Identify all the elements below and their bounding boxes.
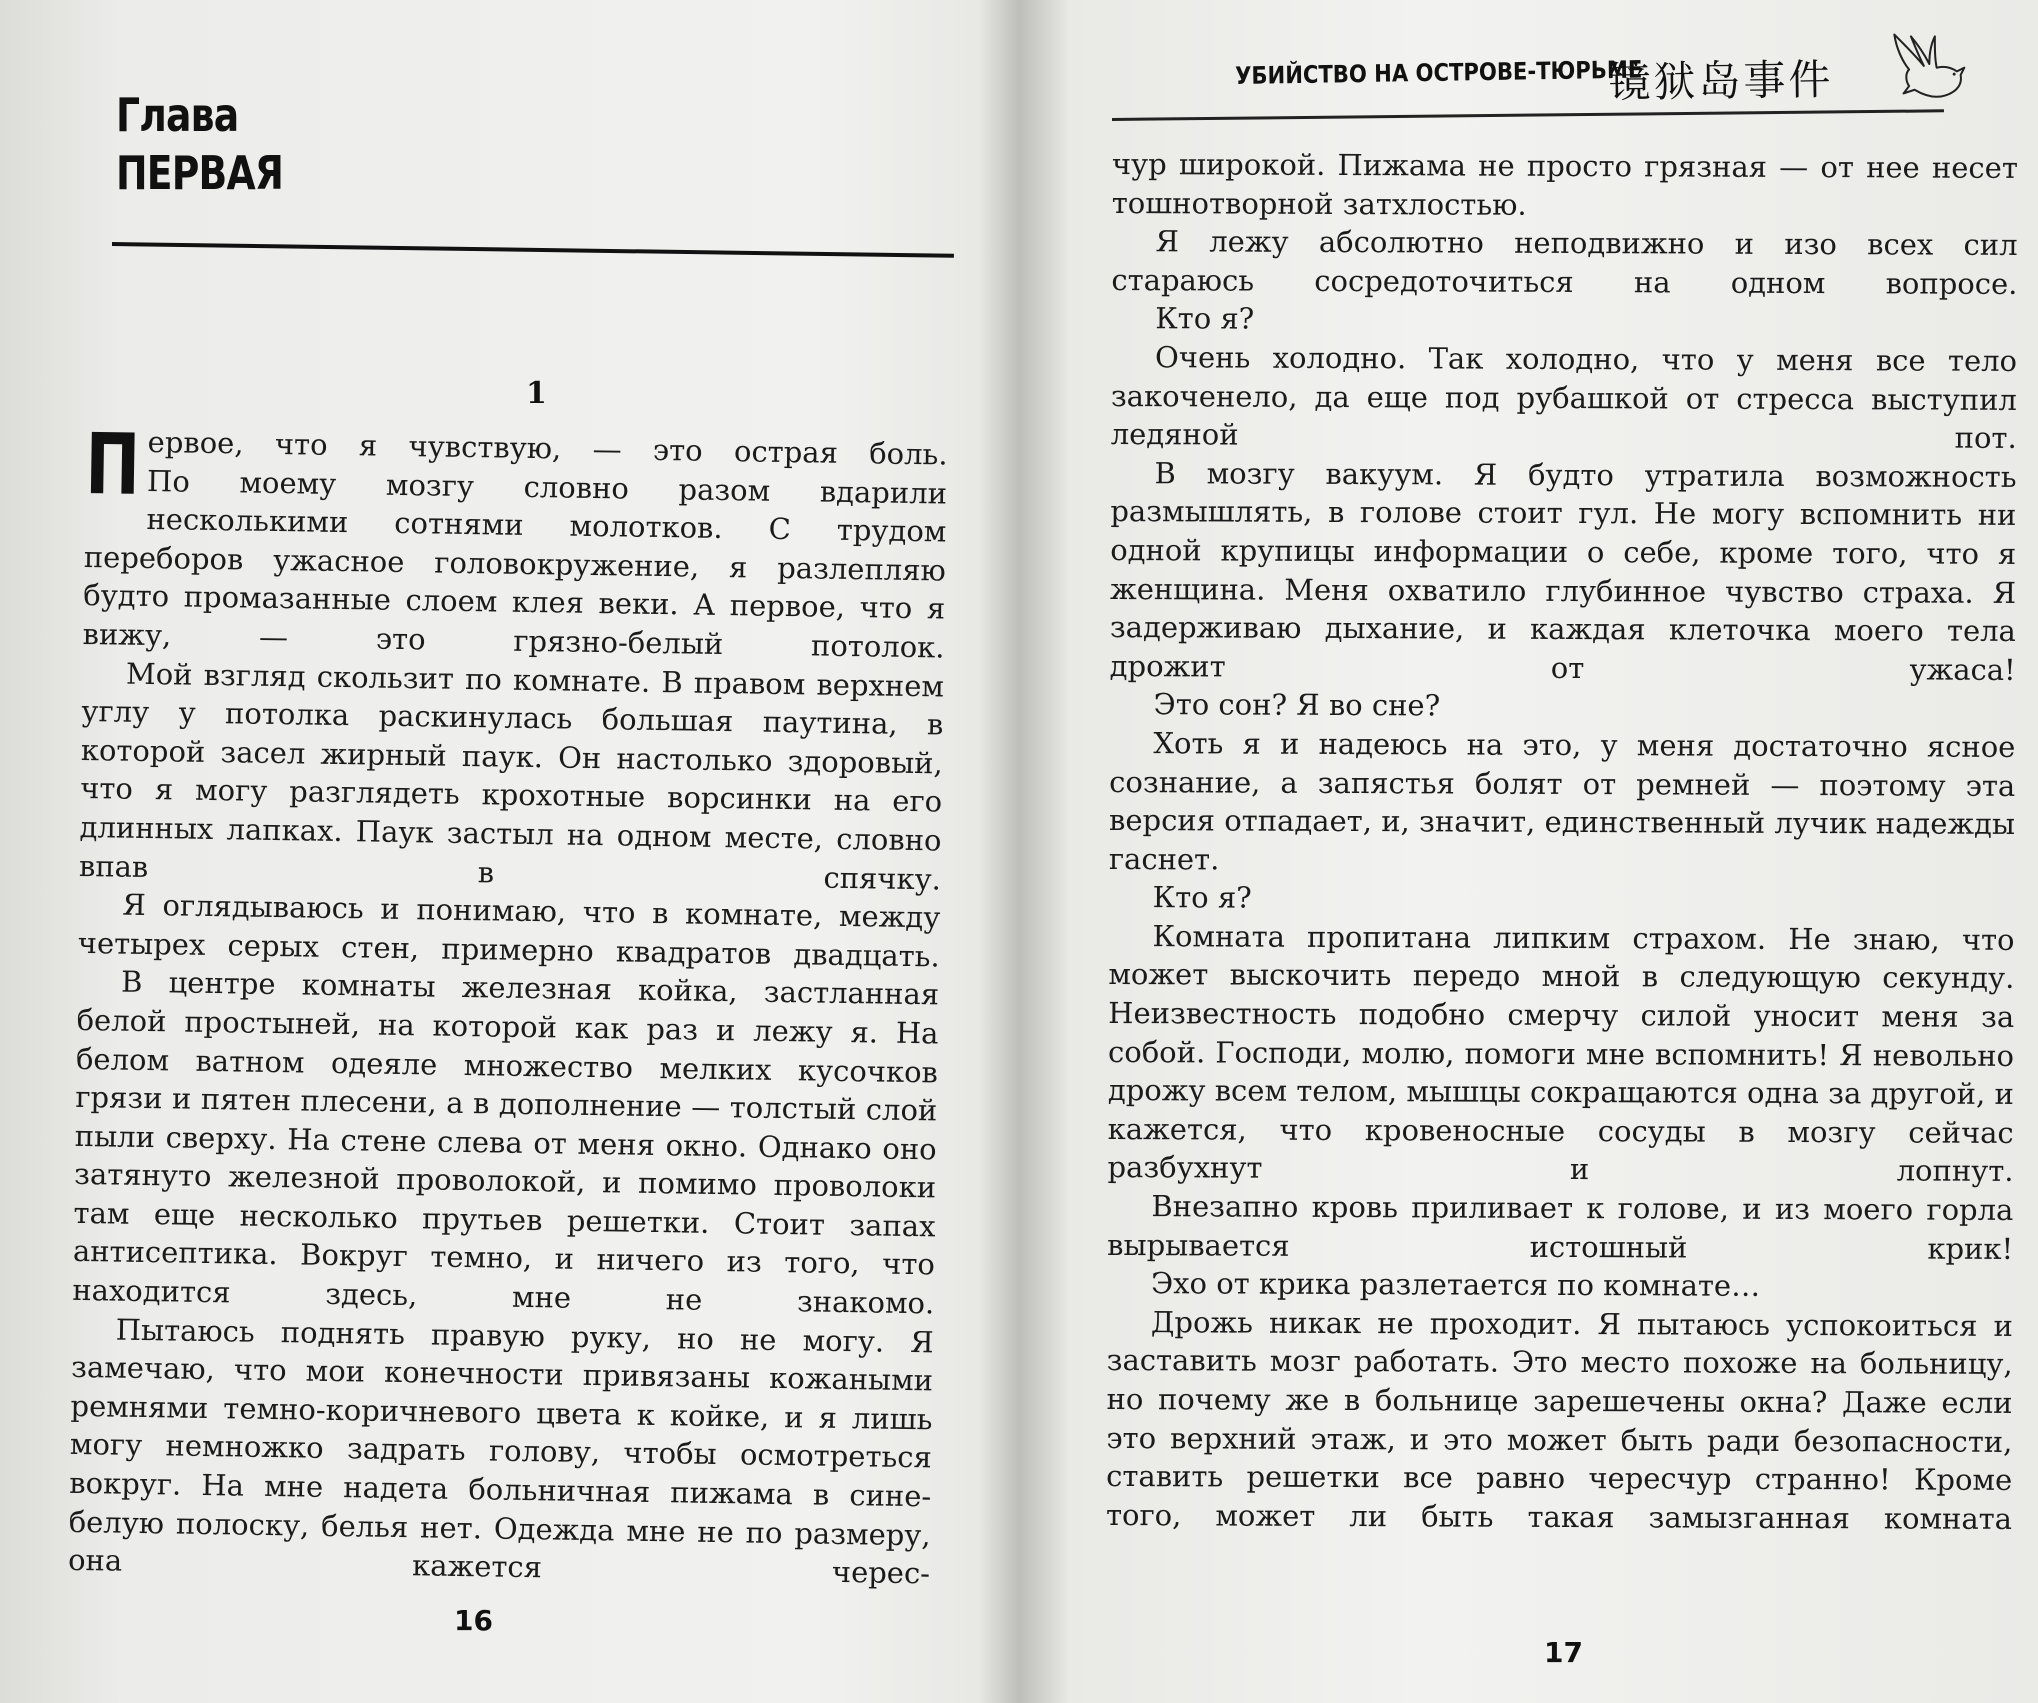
page-number: 16 (454, 1604, 493, 1637)
paragraph: Эхо от крика разлетается по комнате… (1150, 1266, 1761, 1304)
paragraph: Кто я? (1155, 301, 1255, 336)
chapter-rule (112, 242, 954, 258)
chapter-title (116, 86, 283, 202)
chapter-title-line-1: Глава (116, 88, 239, 142)
paragraph: Очень холодно. Так холодно, что у меня все тело закоченело, да еще под рубашкой от стресса выступил ледяной пот. (1110, 340, 2018, 456)
paragraph: чур широкой. Пижама не просто грязная — от нее несет тошнотворной затхлостью. (1111, 146, 2018, 222)
paragraph: В мозгу вакуум. Я будто утратила возможность размышлять, в голове стоит гул. Не могу вспомнить ни одной крупицы информации о себе, кроме того, что я женщина. Меня охватило глубинное чувство страха. Я задерживаю дыхание, и каждая клеточка моего тела дрожит от ужаса! (1109, 455, 2017, 687)
paragraph: Это сон? Я во сне? (1153, 687, 1441, 723)
paragraph: Хоть я и надеюсь на это, у меня достаточно ясное сознание, а запястья болят от ремней — поэтому эта версия отпадает, и, значит, единственный лучик надежды гаснет. (1108, 726, 2016, 877)
chapter-title-line-2: ПЕРВАЯ (116, 146, 284, 200)
page-number: 17 (1544, 1636, 1583, 1669)
paragraph: В центре комнаты железная койка, застланная белой простыней, на которой как раз и лежу я. На белом ватном одеяле множество мелких кусочков грязи и пятен плесени, а в дополнение — толстый слой пыли сверху. На стене слева от меня окно. Однако оно затянуто железной проволокой, и помимо проволоки там еще несколько прутьев решетки. Стоит запах антисептика. Вокруг темно, и ничего из того, что находится здесь, мне не знакомо. (72, 964, 940, 1321)
paragraph: Дрожь никак не проходит. Я пытаюсь успокоиться и заставить мозг работать. Это место похоже на больницу, но почему же в больнице зарешечены окна? Даже если это верхний этаж, и это может быть ради безопасности, ставить решетки все равно чересчур странно! Кроме того, может ли быть такая замызганная комната (1105, 1304, 2013, 1536)
right-page (1030, 0, 2038, 1703)
paragraph: Я лежу абсолютно неподвижно и изо всех сил стараюсь сосредоточиться на одном вопросе. (1111, 224, 2018, 301)
running-head-chinese: 镜狱岛事件 (1608, 54, 1834, 107)
left-page (0, 0, 1015, 1703)
running-head-rule (1112, 109, 1944, 121)
paragraph: ервое, что я чувствую, — это острая боль. (147, 424, 948, 472)
paragraph: Мой взгляд скользит по комнате. В правом верхнем углу у потолка раскинулась большая паутина, в которой засел жирный паук. Он настолько здоровый, что я могу разглядеть крохотные ворсинки на его длинных лапках. Паук застыл на одном месте, словно впав в спячку. (78, 656, 945, 897)
dove-icon (1887, 18, 1979, 110)
paragraph: Я оглядываюсь и понимаю, что в комнате, между четырех серых стен, примерно квадратов двадцать. (77, 887, 941, 974)
paragraph: Внезапно кровь приливает к голове, и из моего горла вырывается истошный крик! (1107, 1189, 2014, 1266)
drop-cap: П (84, 415, 141, 514)
right-body-text (1106, 145, 2018, 1538)
paragraph: Пытаюсь поднять правую руку, но не могу. Я замечаю, что мои конечности привязаны кожаными ремнями темно-коричневого цвета к койке, и я лишь могу немножко задрать голову, чтобы осмотреться вокруг. На мне надета больничная пижама в сине-белую полоску, белья нет. Одежда мне не по размеру, она кажется черес- (67, 1312, 934, 1591)
paragraph: По моему мозгу словно разом вдарили несколькими сотнями молотков. С трудом переборов ужасное головокружение, я разлепляю будто промазанные слоем клея веки. А первое, что я вижу, — это грязно-белый потолок. (82, 463, 948, 665)
running-head: УБИЙСТВО НА ОСТРОВЕ-ТЮРЬМЕ (1235, 55, 1643, 90)
paragraph: Комната пропитана липким страхом. Не знаю, что может выскочить передо мной в следующую секунду. Неизвестность подобно смерчу силой уносит меня за собой. Господи, молю, помоги мне вспомнить! Я невольно дрожу всем телом, мышцы сокращаются одна за другой, и кажется, что кровеносные сосуды в мозгу сейчас разбухнут и лопнут. (1107, 919, 2015, 1189)
left-body-text (67, 415, 948, 1593)
section-number: 1 (526, 376, 547, 411)
paragraph: Кто я? (1152, 880, 1252, 915)
